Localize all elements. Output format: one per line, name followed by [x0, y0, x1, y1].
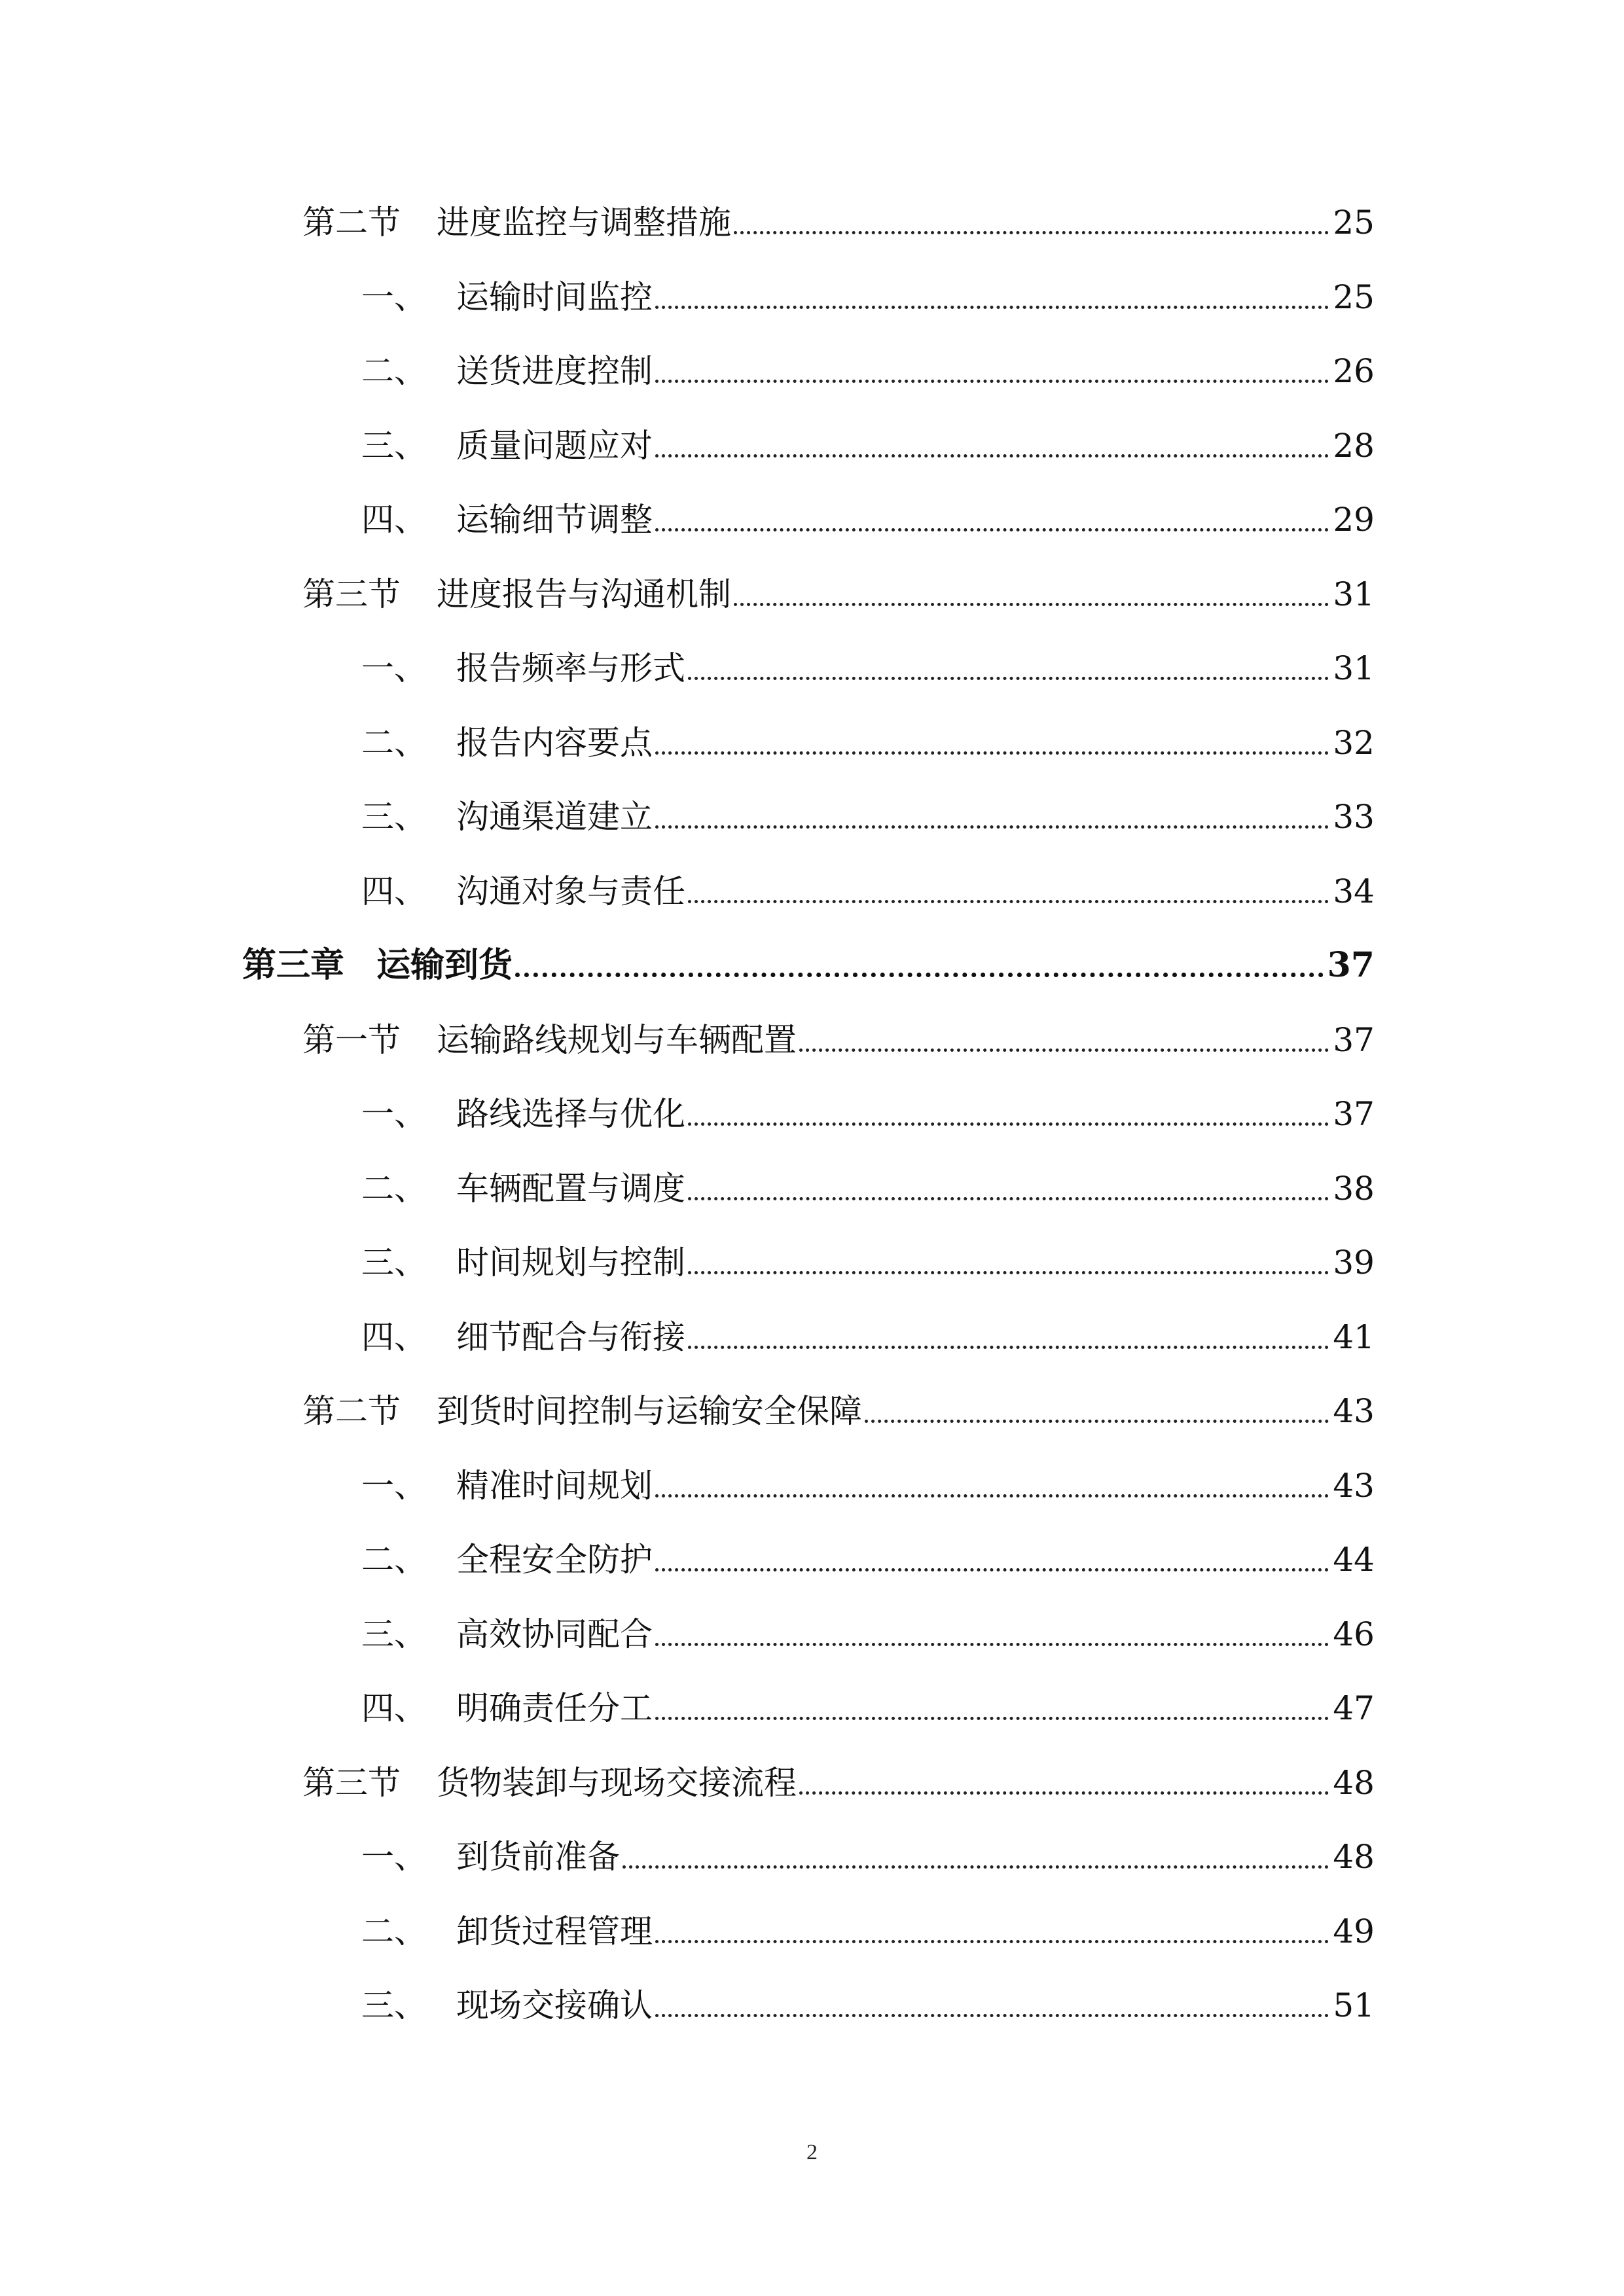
- toc-entry-page: 39: [1333, 1244, 1375, 1282]
- toc-entry-title: 到货时间控制与运输安全保障: [437, 1392, 862, 1430]
- toc-entry-page: 31: [1333, 649, 1375, 687]
- dot-leader: [799, 1048, 1329, 1052]
- toc-entry-label: [302, 568, 731, 620]
- toc-entry-title: 运输细节调整: [456, 501, 653, 539]
- toc-entry-number: 三、: [361, 1244, 427, 1282]
- toc-entry-title: 运输路线规划与车辆配置: [437, 1020, 797, 1059]
- toc-entry[interactable]: [302, 1757, 1375, 1809]
- toc-entry-page: 34: [1333, 872, 1375, 910]
- toc-entry-number: 第三章: [242, 945, 345, 985]
- dot-leader: [799, 1791, 1329, 1795]
- toc-entry-number: 三、: [361, 1986, 427, 2024]
- toc-entry-number: 第三节: [302, 1763, 401, 1802]
- toc-entry[interactable]: [302, 196, 1375, 249]
- toc-entry[interactable]: [361, 1088, 1375, 1140]
- toc-entry-label: [361, 642, 685, 694]
- toc-entry-page: 44: [1333, 1541, 1375, 1579]
- toc-entry[interactable]: [361, 865, 1375, 918]
- toc-entry-title: 质量问题应对: [456, 426, 653, 465]
- toc-entry-number: 四、: [361, 1318, 427, 1356]
- toc-entry[interactable]: [361, 1534, 1375, 1586]
- dot-leader: [655, 1642, 1329, 1646]
- toc-entry-number: 三、: [361, 1615, 427, 1653]
- toc-entry[interactable]: [361, 1162, 1375, 1215]
- toc-entry-number: 第二节: [302, 204, 401, 242]
- toc-entry-title: 沟通对象与责任: [456, 872, 685, 910]
- toc-entry-page: 46: [1333, 1615, 1375, 1653]
- toc-entry[interactable]: [361, 271, 1375, 323]
- toc-entry-label: [361, 1311, 685, 1363]
- toc-entry-page: 29: [1333, 501, 1375, 539]
- toc-entry-number: 二、: [361, 1541, 427, 1579]
- toc-entry-page: 37: [1333, 1095, 1375, 1133]
- toc-entry-number: 四、: [361, 872, 427, 910]
- toc-entry[interactable]: [361, 345, 1375, 397]
- toc-entry-page: 25: [1333, 204, 1375, 242]
- toc-entry[interactable]: [361, 642, 1375, 694]
- toc-entry[interactable]: [242, 939, 1375, 992]
- toc-entry-label: [242, 939, 513, 992]
- toc-entry-title: 明确责任分工: [456, 1689, 653, 1727]
- toc-entry[interactable]: [361, 1608, 1375, 1660]
- dot-leader: [623, 1865, 1329, 1869]
- toc-entry-number: 一、: [361, 649, 427, 687]
- dot-leader: [655, 2013, 1329, 2017]
- toc-entry-page: 33: [1333, 798, 1375, 836]
- toc-entry-page: 41: [1333, 1318, 1375, 1356]
- dot-leader: [655, 528, 1329, 531]
- toc-entry-label: [361, 1162, 685, 1215]
- toc-entry-title: 货物装卸与现场交接流程: [437, 1763, 797, 1802]
- toc-entry-label: [361, 1682, 653, 1734]
- dot-leader: [515, 972, 1324, 977]
- toc-entry[interactable]: [302, 1014, 1375, 1066]
- dot-leader: [688, 1122, 1329, 1126]
- toc-entry-label: [361, 1831, 620, 1883]
- toc-entry-title: 路线选择与优化: [456, 1095, 685, 1133]
- toc-entry-page: 49: [1333, 1912, 1375, 1950]
- toc-entry[interactable]: [361, 717, 1375, 769]
- dot-leader: [655, 1568, 1329, 1571]
- toc-entry-label: [302, 1385, 862, 1437]
- dot-leader: [655, 1716, 1329, 1720]
- toc-entry[interactable]: [361, 1831, 1375, 1883]
- toc-entry-label: [361, 1236, 685, 1289]
- toc-entry-number: 第三节: [302, 575, 401, 613]
- toc-entry-title: 沟通渠道建立: [456, 798, 653, 836]
- dot-leader: [688, 1196, 1329, 1200]
- toc-entry-page: 43: [1333, 1392, 1375, 1430]
- toc-entry-page: 38: [1333, 1169, 1375, 1208]
- dot-leader: [655, 751, 1329, 755]
- toc-entry[interactable]: [361, 1682, 1375, 1734]
- toc-entry-number: 一、: [361, 1838, 427, 1876]
- toc-entry-label: [361, 791, 653, 843]
- toc-entry-title: 进度报告与沟通机制: [437, 575, 731, 613]
- page-number: 2: [806, 2140, 818, 2164]
- toc-entry-title: 车辆配置与调度: [456, 1169, 685, 1208]
- dot-leader: [688, 676, 1329, 680]
- toc-entry-number: 二、: [361, 723, 427, 762]
- toc-entry-page: 48: [1333, 1763, 1375, 1802]
- toc-entry-page: 43: [1333, 1466, 1375, 1505]
- toc-entry-title: 现场交接确认: [456, 1986, 653, 2024]
- toc-entry-label: [302, 1014, 797, 1066]
- toc-entry-label: [361, 420, 653, 472]
- toc-entry-label: [302, 1757, 797, 1809]
- toc-entry-number: 二、: [361, 1912, 427, 1950]
- toc-entry-page: 28: [1333, 426, 1375, 465]
- toc-entry-page: 47: [1333, 1689, 1375, 1727]
- dot-leader: [688, 899, 1329, 903]
- toc-entry-label: [361, 717, 653, 769]
- toc-entry-label: [361, 1534, 653, 1586]
- toc-entry[interactable]: [361, 1460, 1375, 1512]
- dot-leader: [655, 305, 1329, 309]
- dot-leader: [734, 230, 1329, 234]
- toc-entry-title: 报告频率与形式: [456, 649, 685, 687]
- toc-entry-page: 26: [1333, 352, 1375, 390]
- toc-entry-title: 进度监控与调整措施: [437, 204, 731, 242]
- toc-entry-title: 精准时间规划: [456, 1466, 653, 1505]
- toc-entry-label: [302, 196, 731, 249]
- dot-leader: [655, 825, 1329, 829]
- toc-entry[interactable]: [302, 1385, 1375, 1437]
- toc-entry-title: 细节配合与衔接: [456, 1318, 685, 1356]
- toc-entry-number: 第二节: [302, 1392, 401, 1430]
- toc-entry-number: 四、: [361, 501, 427, 539]
- toc-entry[interactable]: [361, 493, 1375, 546]
- toc-entry-label: [361, 493, 653, 546]
- toc-entry-title: 送货进度控制: [456, 352, 653, 390]
- toc-entry-label: [361, 865, 685, 918]
- toc-entry[interactable]: [361, 791, 1375, 843]
- toc-entry-label: [361, 1979, 653, 2032]
- toc-entry[interactable]: [361, 1979, 1375, 2032]
- toc-entry[interactable]: [361, 1311, 1375, 1363]
- toc-entry-number: 第一节: [302, 1020, 401, 1059]
- toc-entry-label: [361, 1905, 653, 1958]
- dot-leader: [688, 1345, 1329, 1349]
- dot-leader: [655, 1494, 1329, 1498]
- toc-entry-page: 51: [1333, 1986, 1375, 2024]
- toc-entry-number: 四、: [361, 1689, 427, 1727]
- dot-leader: [655, 454, 1329, 457]
- toc-entry-title: 运输时间监控: [456, 278, 653, 316]
- dot-leader: [688, 1270, 1329, 1274]
- dot-leader: [865, 1419, 1329, 1423]
- toc-entry[interactable]: [361, 1905, 1375, 1958]
- toc-entry-number: 一、: [361, 1095, 427, 1133]
- toc-entry-page: 37: [1327, 945, 1375, 985]
- toc-entry[interactable]: [361, 1236, 1375, 1289]
- toc-entry-number: 三、: [361, 426, 427, 465]
- toc-entry-number: 三、: [361, 798, 427, 836]
- toc-entry-label: [361, 1608, 653, 1660]
- toc-entry-page: 37: [1333, 1020, 1375, 1059]
- toc-entry-page: 48: [1333, 1838, 1375, 1876]
- dot-leader: [655, 1939, 1329, 1943]
- toc-entry-number: 二、: [361, 352, 427, 390]
- toc-entry-label: [361, 1088, 685, 1140]
- toc-entry-title: 高效协同配合: [456, 1615, 653, 1653]
- toc-entry-page: 32: [1333, 723, 1375, 762]
- toc-entry-title: 到货前准备: [456, 1838, 620, 1876]
- toc-entry-title: 报告内容要点: [456, 723, 653, 762]
- toc-entry-page: 25: [1333, 278, 1375, 316]
- toc-entry-number: 一、: [361, 278, 427, 316]
- toc-entry-page: 31: [1333, 575, 1375, 613]
- toc-entry-label: [361, 1460, 653, 1512]
- toc-entry-title: 时间规划与控制: [456, 1244, 685, 1282]
- toc-entry-number: 一、: [361, 1466, 427, 1505]
- toc-entry-number: 二、: [361, 1169, 427, 1208]
- toc-entry-label: [361, 345, 653, 397]
- toc-entry-title: 卸货过程管理: [456, 1912, 653, 1950]
- toc-entry-label: [361, 271, 653, 323]
- dot-leader: [734, 602, 1329, 606]
- toc-entry-title: 全程安全防护: [456, 1541, 653, 1579]
- toc-entry[interactable]: [302, 568, 1375, 620]
- toc-entry-title: 运输到货: [376, 945, 513, 985]
- dot-leader: [655, 379, 1329, 383]
- toc-entry[interactable]: [361, 420, 1375, 472]
